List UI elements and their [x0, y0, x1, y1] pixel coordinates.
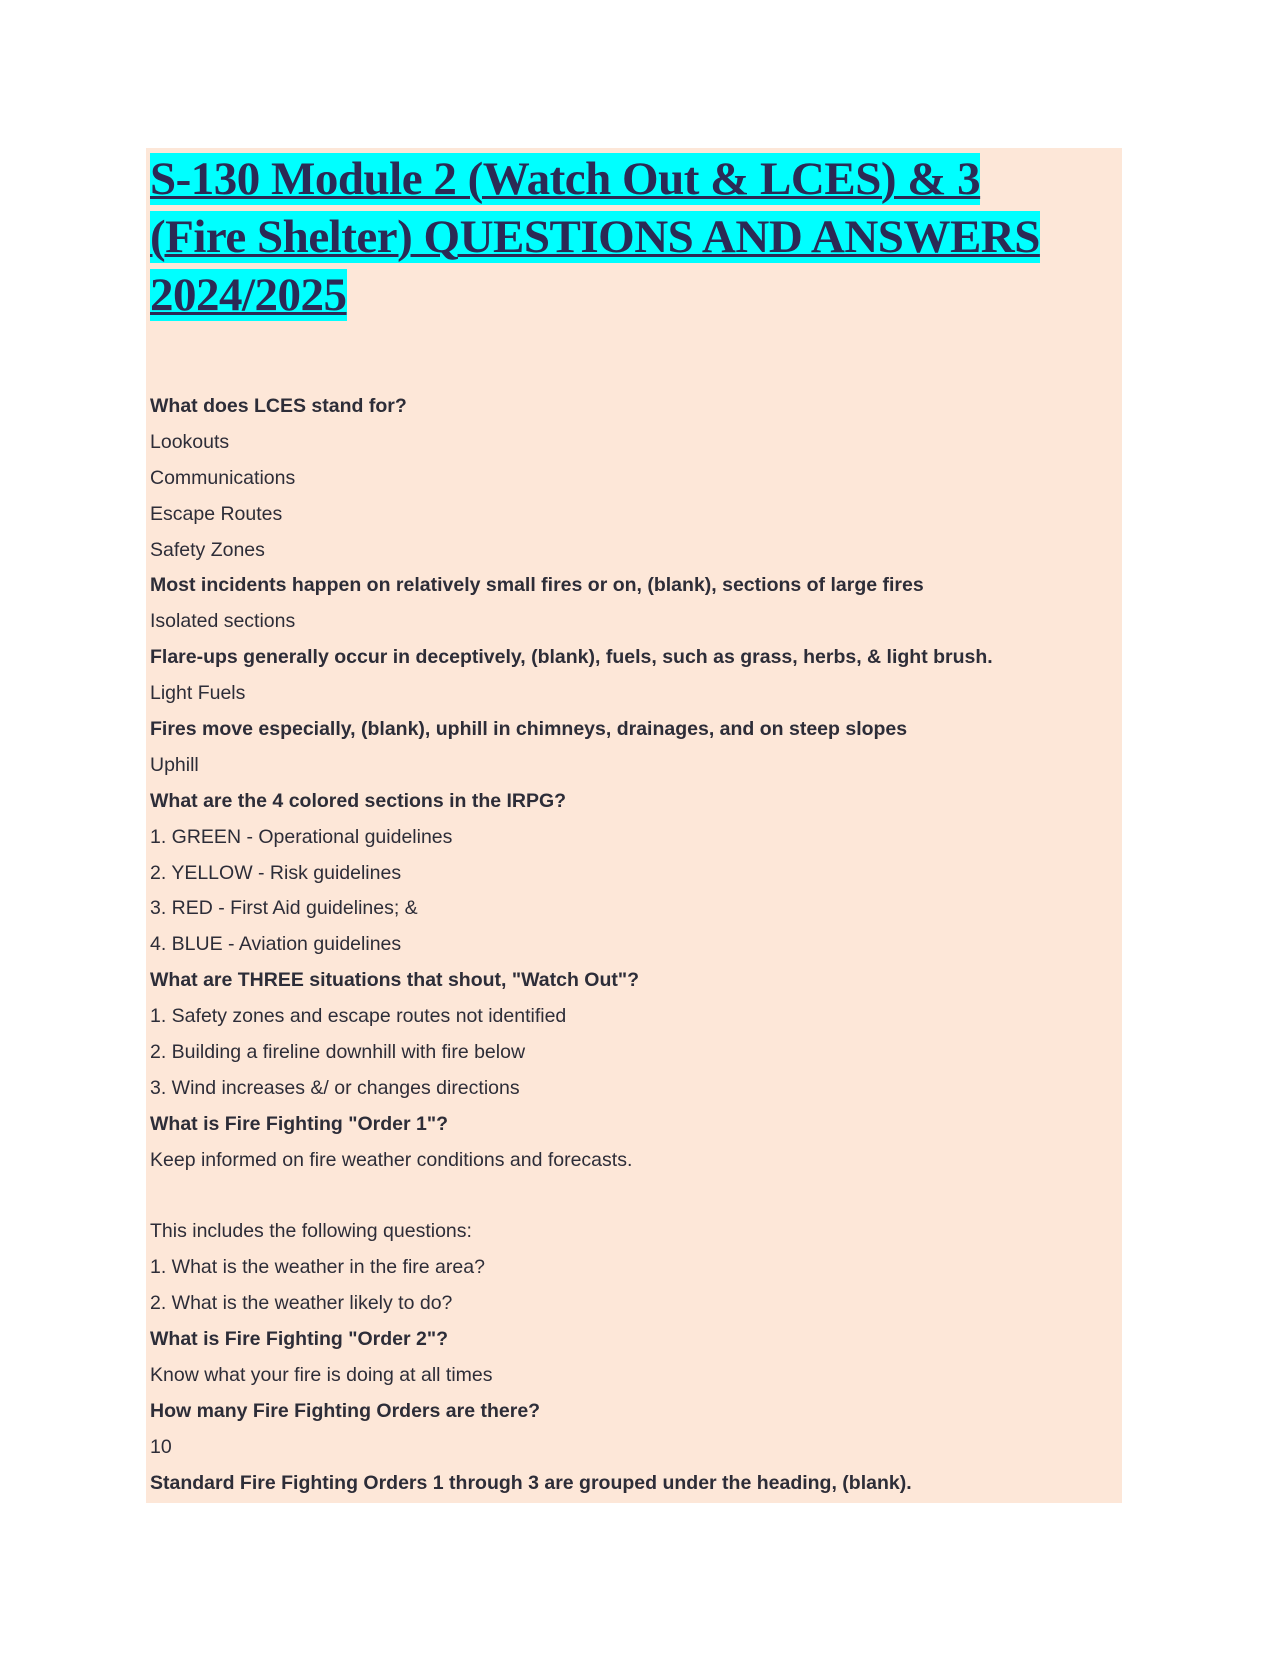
answer-line: 3. Wind increases &/ or changes directions: [150, 1076, 520, 1099]
question: Flare-ups generally occur in deceptively, (blank), fuels, such as grass, herbs, & light brush.: [150, 646, 993, 669]
answer-line: 2. Building a fireline downhill with fire below: [150, 1041, 526, 1064]
answer-line: 1. What is the weather in the fire area?: [150, 1256, 485, 1279]
answer-line: [150, 1179, 1110, 1215]
answer-line: Keep informed on fire weather conditions and forecasts.: [150, 1148, 633, 1171]
question: Standard Fire Fighting Orders 1 through 3 are grouped under the heading, (blank).: [150, 1471, 912, 1494]
question: How many Fire Fighting Orders are there?: [150, 1399, 541, 1422]
answer-line: Know what your fire is doing at all times: [150, 1364, 493, 1387]
answer-line: Uphill: [150, 753, 199, 776]
title-line-3: 2024/2025: [150, 269, 347, 321]
answer-line: 3. RED - First Aid guidelines; &: [150, 897, 418, 920]
title-line-2: (Fire Shelter) QUESTIONS AND ANSWERS: [150, 211, 1040, 263]
answer-line: This includes the following questions:: [150, 1220, 472, 1243]
question: What are THREE situations that shout, "Watch Out"?: [150, 969, 640, 992]
document-title: [150, 150, 1110, 324]
answer-line: Lookouts: [150, 430, 230, 453]
question: Fires move especially, (blank), uphill in chimneys, drainages, and on steep slopes: [150, 718, 908, 741]
answer-line: 1. GREEN - Operational guidelines: [150, 825, 453, 848]
title-line-1: S-130 Module 2 (Watch Out & LCES) & 3: [150, 153, 981, 205]
answer-line: Escape Routes: [150, 502, 283, 525]
answer-line: 1. Safety zones and escape routes not identified: [150, 1005, 567, 1028]
question: Most incidents happen on relatively small fires or on, (blank), sections of large fires: [150, 574, 924, 597]
question: What are the 4 colored sections in the IRPG?: [150, 789, 567, 812]
question: What does LCES stand for?: [150, 395, 407, 417]
answer-line: Light Fuels: [150, 682, 246, 705]
answer-line: Isolated sections: [150, 610, 296, 633]
question: What is Fire Fighting "Order 1"?: [150, 1112, 449, 1135]
answer-line: 2. YELLOW - Risk guidelines: [150, 861, 402, 884]
question: What is Fire Fighting "Order 2"?: [150, 1328, 449, 1351]
answer-line: 10: [150, 1435, 172, 1458]
qa-list: [150, 389, 1110, 1502]
answer-line: Communications: [150, 466, 296, 489]
answer-line: 4. BLUE - Aviation guidelines: [150, 933, 402, 956]
answer-line: 2. What is the weather likely to do?: [150, 1292, 453, 1315]
answer-line: Safety Zones: [150, 538, 265, 561]
